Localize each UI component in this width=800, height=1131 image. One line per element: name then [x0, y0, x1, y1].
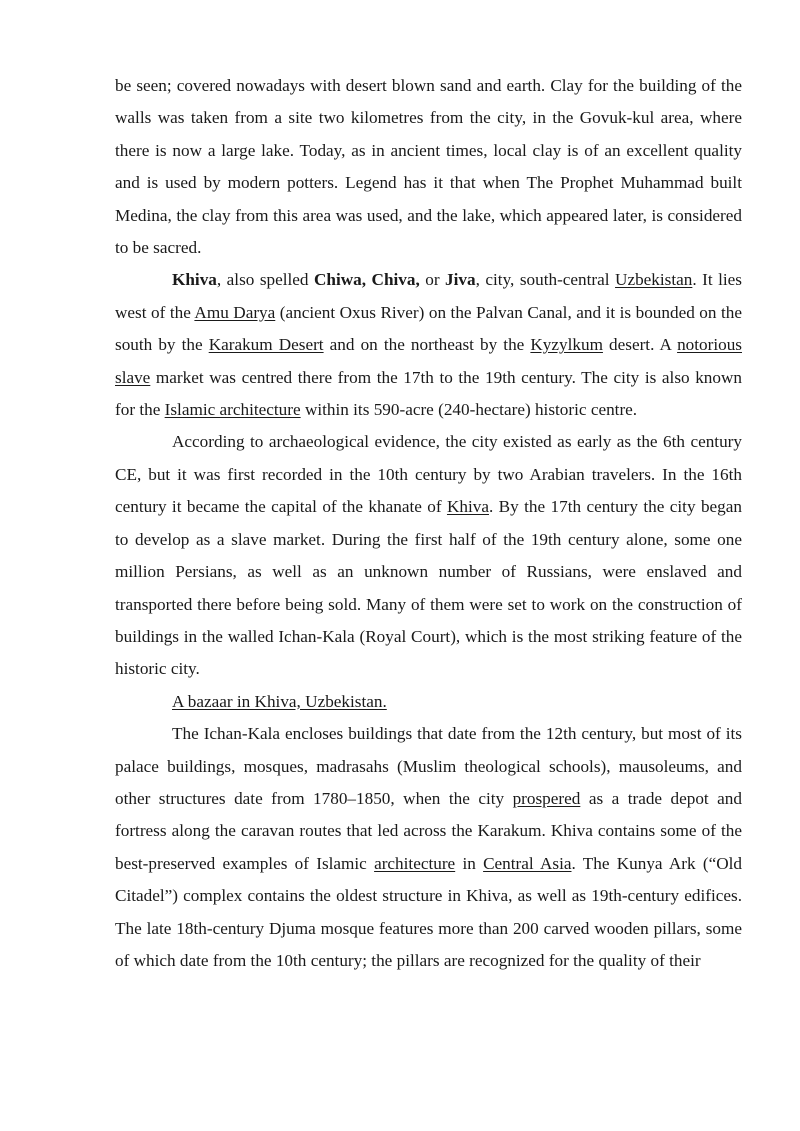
document-body [115, 70, 742, 977]
paragraph-khiva-intro: Khiva, also spelled Chiwa, Chiva, or Jiva, city, south-central Uzbekistan. It lies west of the Amu Darya (ancient Oxus River) on the Palvan Canal, and it is bounded on the south by the Karakum Desert and on the northeast by the Kyzylkum desert. A notorious slave market was centred there from the 17th to the 19th century. The city is also known for the Islamic architecture within its 590-acre (240-hectare) historic centre. [115, 270, 742, 420]
link-slave[interactable]: slave [115, 367, 151, 387]
paragraph-ichan-kala: The Ichan-Kala encloses buildings that date from the 12th century, but most of its palace buildings, mosques, madrasahs (Muslim theological schools), mausoleums, and other structures date from 1780–1850, when the city prospered as a trade depot and fortress along the caravan routes that led across the Karakum. Khiva contains some of the best-preserved examples of Islamic architecture in Central Asia. The Kunya Ark (“Old Citadel”) complex contains the oldest structure in Khiva, as well as 19th-century edifices. The late 18th-century Djuma mosque features more than 200 carved wooden pillars, some of which date from the 10th century; the pillars are recognized for the quality of their [115, 724, 742, 970]
paragraph-walls-clay: be seen; covered nowadays with desert blown sand and earth. Clay for the building of the walls was taken from a site two kilometres from the city, in the Govuk-kul area, where there is now a large lake. Today, as in ancient times, local clay is of an excellent quality and is used by modern potters. Legend has it that when The Prophet Muhammad built Medina, the clay from this area was used, and the lake, which appeared later, is considered to be sacred. [115, 76, 742, 258]
link-uzbekistan[interactable]: Uzbekistan [615, 270, 693, 290]
paragraph-history: According to archaeological evidence, the city existed as early as the 6th century CE, but it was first recorded in the 10th century by two Arabian travelers. In the 16th century it became the capital of the khanate of Khiva. By the 17th century the city began to develop as a slave market. During the first half of the 19th century alone, some one million Persians, as well as an unknown number of Russians, were enslaved and transported there before being sold. Many of them were set to work on the construction of buildings in the walled Ichan-Kala (Royal Court), which is the most striking feature of the historic city. [115, 432, 742, 679]
term-alt-spellings: Chiwa, Chiva, [314, 270, 420, 290]
image-caption [115, 686, 742, 718]
link-bazaar-caption[interactable]: A bazaar in Khiva, Uzbekistan. [172, 691, 387, 711]
link-architecture[interactable]: architecture [374, 853, 456, 873]
link-notorious[interactable]: notorious [677, 335, 742, 355]
term-jiva: Jiva [445, 270, 476, 290]
link-karakum-desert[interactable]: Karakum Desert [208, 335, 324, 355]
link-khiva-khanate[interactable]: Khiva [446, 497, 489, 517]
link-kyzylkum[interactable]: Kyzylkum [530, 335, 603, 355]
term-khiva: Khiva [172, 270, 217, 290]
link-prospered[interactable]: prospered [512, 788, 581, 808]
link-central-asia[interactable]: Central Asia [483, 853, 572, 873]
link-amu-darya[interactable]: Amu Darya [194, 302, 276, 322]
link-islamic-architecture[interactable]: Islamic architecture [164, 400, 301, 420]
